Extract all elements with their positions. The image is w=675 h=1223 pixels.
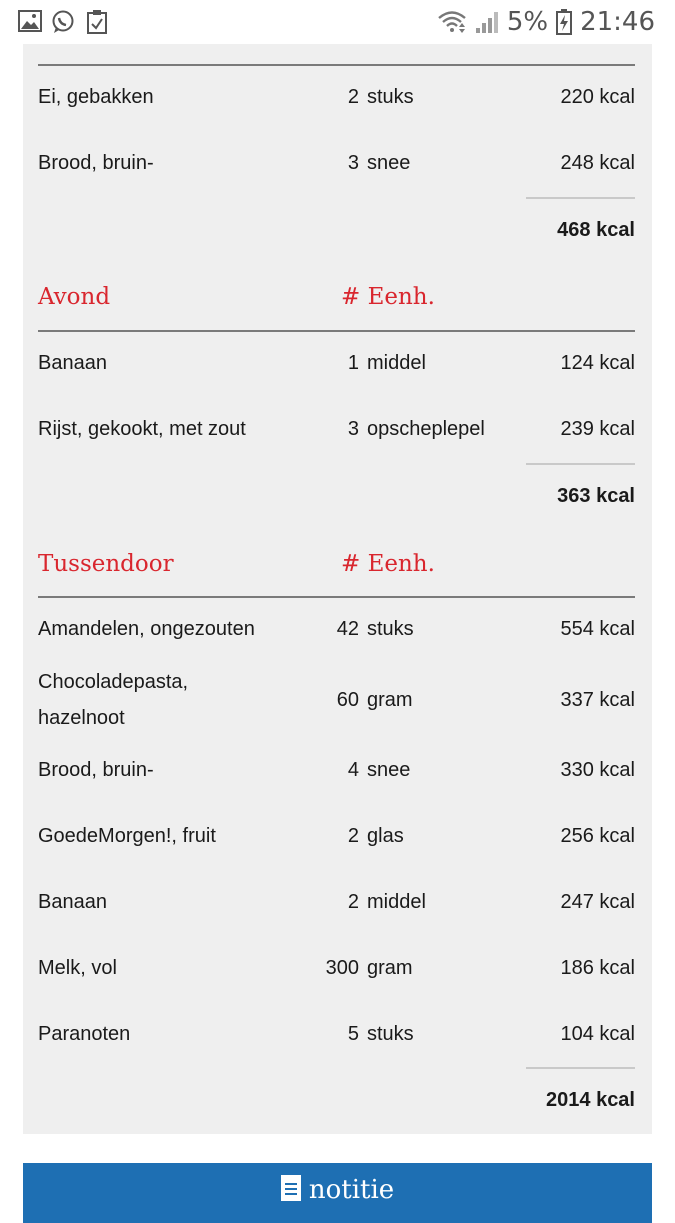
total-divider <box>526 197 635 199</box>
food-quantity: 3 snee <box>347 151 411 174</box>
clock: 21:46 <box>580 7 655 37</box>
battery-icon <box>556 9 572 35</box>
task-icon <box>87 10 107 34</box>
food-name: Melk, vol <box>38 956 117 979</box>
food-row <box>38 1001 635 1067</box>
food-row <box>38 596 635 662</box>
food-name: Banaan <box>38 890 107 913</box>
food-quantity: 42 stuks <box>336 617 414 640</box>
food-row <box>38 130 635 196</box>
signal-icon <box>475 10 499 34</box>
food-row <box>38 869 635 935</box>
food-name: Ei, gebakken <box>38 85 154 108</box>
food-row <box>38 330 635 396</box>
food-quantity: 3 opscheplepel <box>347 417 485 440</box>
food-row <box>38 664 635 736</box>
total-divider <box>526 463 635 465</box>
food-name: Chocoladepasta, hazelnoot <box>38 671 189 729</box>
food-name: GoedeMorgen!, fruit <box>38 824 216 847</box>
wifi-icon <box>437 9 467 35</box>
section-heading-avond <box>38 278 635 318</box>
meal-log-card <box>23 44 652 1134</box>
food-quantity: 300 gram <box>325 956 413 979</box>
food-quantity: 2 stuks <box>347 85 414 108</box>
battery-percent: 5% <box>506 7 549 37</box>
section-total: 2014 kcal <box>546 1089 635 1111</box>
food-name: Brood, bruin- <box>38 758 154 781</box>
whatsapp-icon <box>51 10 75 34</box>
note-button-label: notitie <box>308 1175 395 1205</box>
food-quantity: 2 glas <box>347 824 404 847</box>
food-kcal: 337 kcal <box>560 688 635 711</box>
food-row <box>38 935 635 1001</box>
section-title: Tussendoor <box>38 551 174 577</box>
section-total: 363 kcal <box>557 485 635 507</box>
food-name: Brood, bruin- <box>38 151 154 174</box>
food-kcal: 104 kcal <box>560 1022 635 1045</box>
food-kcal: 186 kcal <box>560 956 635 979</box>
food-row <box>38 803 635 869</box>
unit-column-header: # Eenh. <box>341 551 435 577</box>
note-button[interactable] <box>23 1163 652 1223</box>
unit-column-header: # Eenh. <box>341 284 435 310</box>
food-name: Banaan <box>38 351 107 374</box>
food-row <box>38 737 635 803</box>
food-quantity: 4 snee <box>347 758 411 781</box>
section-title: Avond <box>38 284 111 310</box>
food-kcal: 239 kcal <box>560 417 635 440</box>
status-bar <box>0 0 675 44</box>
document-icon <box>281 1175 301 1201</box>
food-kcal: 256 kcal <box>560 824 635 847</box>
food-name: Amandelen, ongezouten <box>38 617 255 640</box>
food-row <box>38 396 635 462</box>
food-kcal: 554 kcal <box>560 617 635 640</box>
food-quantity: 1 middel <box>347 351 426 374</box>
section-total: 468 kcal <box>557 219 635 241</box>
food-quantity: 60 gram <box>336 688 413 711</box>
food-name: Paranoten <box>38 1022 131 1045</box>
food-kcal: 247 kcal <box>560 890 635 913</box>
section-heading-tussendoor <box>38 545 635 585</box>
total-divider <box>526 1067 635 1069</box>
food-quantity: 2 middel <box>347 890 426 913</box>
food-kcal: 220 kcal <box>560 85 635 108</box>
image-icon <box>18 10 42 32</box>
food-quantity: 5 stuks <box>347 1022 414 1045</box>
food-row <box>38 64 635 130</box>
food-name: Rijst, gekookt, met zout <box>38 417 246 440</box>
food-kcal: 124 kcal <box>560 351 635 374</box>
food-kcal: 248 kcal <box>560 151 635 174</box>
food-kcal: 330 kcal <box>560 758 635 781</box>
